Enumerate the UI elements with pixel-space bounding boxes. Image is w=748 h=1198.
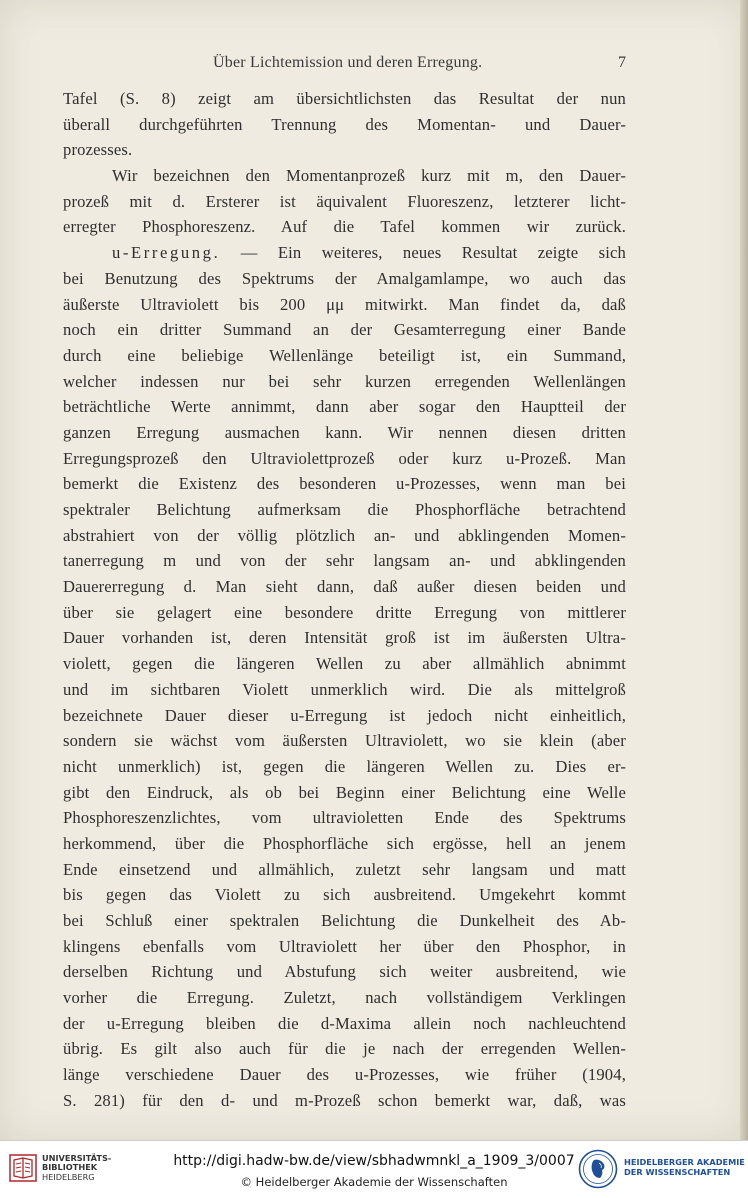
library-line-3: HEIDELBERG [42,1171,95,1182]
running-head-title: Über Lichtemission und deren Erregung. [213,54,483,71]
text-line [63,240,626,266]
text-line: erregter Phosphoreszenz. Auf die Tafel kommen wir zurück. [63,217,626,237]
text-line: der u-Erregung bleiben die d-Maxima allein noch nachleuchtend [63,1013,626,1033]
text-line: abstrahiert von der völlig plötzlich an- und abklingenden Momen- [63,525,626,545]
text-line: spektraler Belichtung aufmerksam die Phosphorfläche betrachtend [63,500,626,519]
text-line: herkommend, über die Phosphorfläche sich ergösse, hell an jenem [63,833,626,853]
text-line: bemerkt die Existenz des besonderen u-Prozesses, wenn man bei [63,474,626,494]
permalink-url[interactable]: http://digi.hadw-bw.de/view/sbhadwmnkl_a_1909_3/0007 [173,1153,575,1169]
text-line: über sie gelagert eine besondere dritte Erregung von mittlerer [63,602,626,622]
academy-name [624,1157,745,1177]
text-line: ganzen Erregung ausmachen kann. Wir nennen diesen dritten [63,422,626,442]
page-edge [740,0,748,1140]
text-line: äußerste Ultraviolett bis 200 μμ mitwirkt. Man findet da, daß [63,294,626,314]
text-line: Tafel (S. 8) zeigt am übersichtlichsten das Resultat der nun [63,89,626,108]
text-line: überall durchgeführten Trennung des Momentan- und Dauer- [63,114,626,134]
text-line-rest: — Ein weiteres, neues Resultat zeigte sich [240,243,626,263]
text-line: übrig. Es gilt also auch für die je nach der erregenden Wellen- [63,1039,626,1059]
text-line: Wir bezeichnen den Momentanprozeß kurz mit m, den Dauer- [112,166,626,186]
text-line: sondern sie wächst vom äußersten Ultraviolett, wo sie klein (aber [63,731,626,751]
library-line-1: UNIVERSITÄTS- [42,1153,112,1163]
text-line: bis gegen das Violett zu sich ausbreitend. Umgekehrt kommt [63,885,626,905]
text-line: und im sichtbaren Violett unmerklich wird. Die als mittelgroß [63,679,626,699]
text-line: Erregungsprozeß den Ultraviolettprozeß oder kurz u-Prozeß. Man [63,448,626,468]
spaced-heading: u-Erregung. [112,243,221,263]
academy-line-2: DER WISSENSCHAFTEN [624,1167,731,1177]
running-head [63,54,626,76]
text-line: klingens ebenfalls vom Ultraviolett her über den Phosphor, in [63,936,626,956]
academy-line-1: HEIDELBERGER AKADEMIE [624,1157,745,1167]
text-line: tanerregung m und von der sehr langsam an- und abklingenden [63,551,626,571]
text-line: noch ein dritter Summand an der Gesamterregung einer Bande [63,320,626,340]
library-line-2: BIBLIOTHEK [42,1162,98,1173]
text-line: prozeß mit d. Ersterer ist äquivalent Fluoreszenz, letzterer licht- [63,191,626,211]
text-line: bei Schluß einer spektralen Belichtung die Dunkelheit des Ab- [63,911,626,930]
text-line: Dauer vorhanden ist, deren Intensität groß ist im äußersten Ultra- [63,628,626,648]
text-line: derselben Richtung und Abstufung sich weiter ausbreitend, wie [63,962,626,982]
text-line: violett, gegen die längeren Wellen zu aber allmählich abnimmt [63,654,626,674]
text-line: vorher die Erregung. Zuletzt, nach vollständigem Verklingen [63,988,626,1008]
text-line: länge verschiedene Dauer des u-Prozesses, wie früher (1904, [63,1065,626,1085]
text-line: nicht unmerklich) ist, gegen die längeren Wellen zu. Dies er- [63,756,626,776]
text-line: Ende einsetzend und allmählich, zuletzt sehr langsam und matt [63,859,626,879]
text-line: welcher indessen nur bei sehr kurzen erregenden Wellenlängen [63,371,626,391]
text-line: gibt den Eindruck, als ob bei Beginn einer Belichtung eine Welle [63,782,626,802]
body-text [63,86,626,1114]
academy-seal-icon [578,1149,618,1189]
text-line: durch eine beliebige Wellenlänge beteiligt ist, ein Summand, [63,345,626,365]
text-line: bezeichnete Dauer dieser u-Erregung ist jedoch nicht einheitlich, [63,705,626,725]
text-line: S. 281) für den d- und m-Prozeß schon bemerkt war, daß, was [63,1090,626,1110]
copyright-notice: © Heidelberger Akademie der Wissenschaften [240,1175,508,1189]
text-line: prozesses. [63,140,133,160]
page-number: 7 [618,54,626,71]
viewer-footer [0,1140,748,1198]
text-line: bei Benutzung des Spektrums der Amalgamlampe, wo auch das [63,268,626,288]
text-line: Phosphoreszenzlichtes, vom ultravioletten Ende des Spektrums [63,808,626,828]
text-line: beträchtliche Werte annimmt, dann aber sogar den Hauptteil der [63,397,626,417]
text-line: Dauererregung d. Man sieht dann, daß außer diesen beiden und [63,577,626,597]
